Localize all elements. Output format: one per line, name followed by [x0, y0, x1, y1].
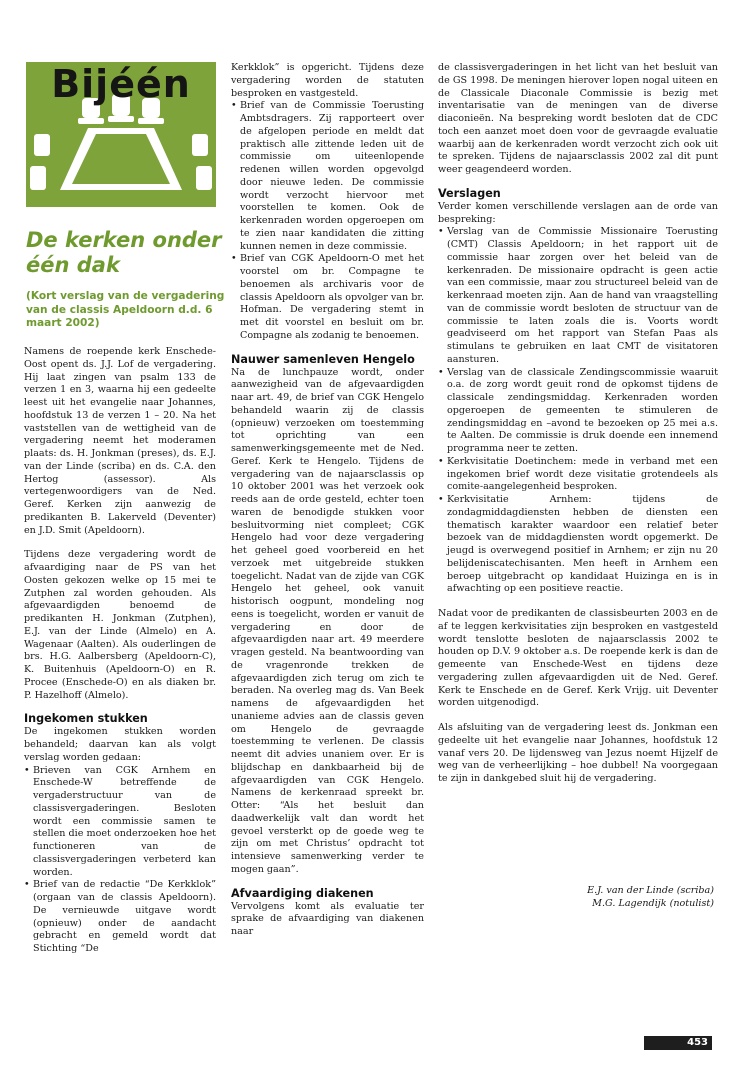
list-item: • Brief van de Commissie Toerusting Ambtsdragers. Zij rapporteert over de afgelopen periode en meldt dat praktisch alle zittende leden uit de commissie om uiteenlopende redenen willen worden opgevolgd door nieuwe leden. De commissie wordt verzocht hiervoor met voorstellen te komen. Ook de kerkenraden worden opgeroepen om te zien naar kandidaten die zitting kunnen nemen in deze commissie. — [231, 100, 424, 253]
list-item: • Verslag van de classicale Zendingscommissie waaruit o.a. de zorg wordt geuit rond de opkomst tijdens de classicale zendingsmiddag. Kerkenraden worden opgeroepen de gemeenten te stimuleren de zendingsmiddag en –avond te bezoeken op 25 mei a.s. te Aalten. De commissie is druk doende een innemend programma neer te zetten. — [438, 367, 718, 456]
article-subtitle: (Kort verslag van de vergadering van de classis Apeldoorn d.d. 6 maart 2002) — [26, 290, 225, 329]
list-item: • Kerkvisitatie Doetinchem: mede in verband met een ingekomen brief wordt deze visitatie grotendeels als comite-aangelegenheid besproken. — [438, 456, 718, 494]
signature-scriba: E.J. van der Linde (scriba) — [587, 885, 714, 896]
section-heading-afvaardiging-diakenen: Afvaardiging diakenen — [231, 886, 374, 900]
paragraph: Kerkklok” is opgericht. Tijdens deze vergadering worden de statuten besproken en vastgesteld. — [231, 62, 424, 99]
bijeen-logo — [26, 62, 216, 207]
bullet-list — [438, 226, 718, 596]
paragraph: Verder komen verschillende verslagen aan de orde van bespreking: — [438, 200, 718, 225]
section-heading-ingekomen-stukken: Ingekomen stukken — [24, 712, 148, 726]
bullet-list — [231, 100, 424, 342]
list-item: • Brieven van CGK Arnhem en Enschede-W betreffende de vergaderstructuur van de classisvergaderingen. Besloten wordt een commissie samen te stellen die moet onderzoeken hoe het functioneren van de classisvergaderingen verbeterd kan worden. — [24, 765, 216, 880]
paragraph: Namens de roepende kerk Enschede-Oost opent ds. J.J. Lof de vergadering. Hij laat zingen van psalm 133 de verzen 1 en 3, waarna hij een gedeelte leest uit het evangelie naar Johannes, hoofdstuk 13 de verzen 1 – 20. Na het vaststellen van de wettigheid van de vergadering neemt het moderamen plaats: ds. H. Jonkman (preses), ds. E.J. van der Linde (scriba) en ds. C.A. den Hertog (assessor). Als vertegenwoordigers van de Ned. Geref. Kerken zijn aanwezig de predikanten B. Lakerveld (Deventer) en J.D. Smit (Apeldoorn). — [24, 346, 216, 536]
signature-notulist: M.G. Lagendijk (notulist) — [592, 897, 714, 909]
column-2 — [231, 62, 424, 939]
page-number: 453 — [644, 1036, 712, 1050]
section-heading-nauwer-samenleven: Nauwer samenleven Hengelo — [231, 352, 415, 366]
paragraph: Vervolgens komt als evaluatie ter sprake de afvaardiging van diakenen naar — [231, 900, 424, 937]
logo-wordmark: Bijéén — [51, 62, 191, 106]
column-3 — [438, 62, 718, 786]
article-title: De kerken onder één dak — [26, 228, 222, 277]
paragraph: de classisvergaderingen in het licht van het besluit van de GS 1998. De meningen hierover lopen nogal uiteen en de Classicale Diaconale Commissie is bezig met inventarisatie van de meningen van de diverse diaconieën. Na bespreking wordt besloten dat de CDC toch een aanzet moet doen voor de gevraagde evaluatie waarbij aan de kerkenraden wordt verzocht zich ook uit te spreken. Tijdens de najaarsclassis 2002 zal dit punt weer geagendeerd worden. — [438, 62, 718, 175]
list-item: • Kerkvisitatie Arnhem: tijdens de zondagmiddagdiensten hebben de diensten een thematisch karakter waardoor een relatief beter bezoek van de middagdiensten wordt opgemerkt. De jeugd is overwegend positief in Arnhem; er zijn nu 20 belijdeniscatechisanten. Men heeft in Arnhem een beroep uitgebracht op kandidaat Huizinga en is in afwachting op een positieve reactie. — [438, 494, 718, 596]
paragraph: Na de lunchpauze wordt, onder aanwezigheid van de afgevaardigden naar art. 49, de brief van CGK Hengelo behandeld waarin zij de classis (opnieuw) verzoeken om toestemming tot oprichting van een samenwerkingsgemeente met de Ned. Geref. Kerk te Hengelo. Tijdens de vergadering van de najaarsclassis op 10 oktober 2001 was het verzoek ook reeds aan de orde gesteld, echter toen waren de benodigde stukken voor besluitvorming niet compleet; CGK Hengelo had voor deze vergadering het geheel goed voorbereid en het verzoek met uitgebreide stukken toegelicht. Nadat van de zijde van CGK Hengelo het geheel, ook vanuit historisch oogpunt, mondeling nog eens is toegelicht, worden er vanuit de vergadering en door de afgevaardigden naar art. 49 meerdere vragen gesteld. Na beantwoording van de vragenronde trekken de afgevaardigden zich terug om zich te beraden. Na overleg mag ds. Van Beek namens de afgevaardigden het unanieme advies aan de classis geven om Hengelo de gevraagde toestemming te verlenen. De classis neemt dit advies unaniem over. Er is blijdschap en dankbaarheid bij de afgevaardigden van CGK Hengelo. Namens de kerkenraad spreekt br. Otter: “Als het besluit dan daadwerkelijk valt dan wordt het gevoel versterkt op de goede weg te zijn om met Christus’ opdracht tot intensieve samenwerking verder te mogen gaan”. — [231, 366, 424, 875]
bullet-list — [24, 765, 216, 956]
paragraph: Tijdens deze vergadering wordt de afvaardiging naar de PS van het Oosten gekozen welke op 15 mei te Zutphen zal worden gehouden. Als afgevaardigden benoemd de predikanten H. Jonkman (Zutphen), E.J. van der Linde (Almelo) en A. Wagenaar (Aalten). Als ouderlingen de brs. H.G. Aalbersberg (Apeldoorn-C), K. Buitenhuis (Apeldoorn-O) en R. Procee (Enschede-O) en als diaken br. P. Hazelhoff (Almelo). — [24, 549, 216, 701]
column-1 — [24, 346, 216, 956]
list-item: • Brief van de redactie “De Kerkklok” (orgaan van de classis Apeldoorn). De vernieuwde uitgave wordt (opnieuw) onder de aandacht gebracht en gemeld wordt dat Stichting “De — [24, 879, 216, 956]
paragraph: Als afsluiting van de vergadering leest ds. Jonkman een gedeelte uit het evangelie naar Johannes, hoofdstuk 12 vanaf vers 20. De lijdensweg van Jezus noemt Hijzelf de weg van de verheerlijking – hoe dubbel! Na voorgegaan te zijn in dankgebed sluit hij de vergadering. — [438, 722, 718, 784]
section-heading-verslagen: Verslagen — [438, 186, 501, 200]
paragraph: Nadat voor de predikanten de classisbeurten 2003 en de af te leggen kerkvisitaties zijn besproken en vastgesteld wordt tenslotte besloten de najaarsclassis 2002 te houden op D.V. 9 oktober a.s. De roepende kerk is dan de gemeente van Enschede-West en tijdens deze vergadering zullen afgevaardigden uit de Ned. Geref. Kerk te Enschede en de Geref. Kerk Vrijg. uit Deventer worden uitgenodigd. — [438, 608, 718, 709]
signature-block — [474, 885, 714, 911]
list-item: • Brief van CGK Apeldoorn-O met het voorstel om br. Compagne te benoemen als archivaris voor de classis Apeldoorn als opvolger van br. Hofman. De vergadering stemt in met dit voorstel en besluit om br. Compagne als zodanig te benoemen. — [231, 253, 424, 342]
list-item: • Verslag van de Commissie Missionaire Toerusting (CMT) Classis Apeldoorn; in het rapport uit de commissie haar zorgen over het beleid van de kerkenraden. De missionaire opdracht is geen actie van een commissie, maar zou structureel beleid van de kerkenraad moeten zijn. Aan de hand van vraagstelling van de commissie wordt besloten de structuur van de commissie te laten zoals die is. Voorts wordt geadviseerd om het rapport van Stefan Paas als stimulans te gebruiken en laat CMT de visitatoren aansturen. — [438, 226, 718, 366]
paragraph: De ingekomen stukken worden behandeld; daarvan kan als volgt verslag worden gedaan: — [24, 726, 216, 763]
